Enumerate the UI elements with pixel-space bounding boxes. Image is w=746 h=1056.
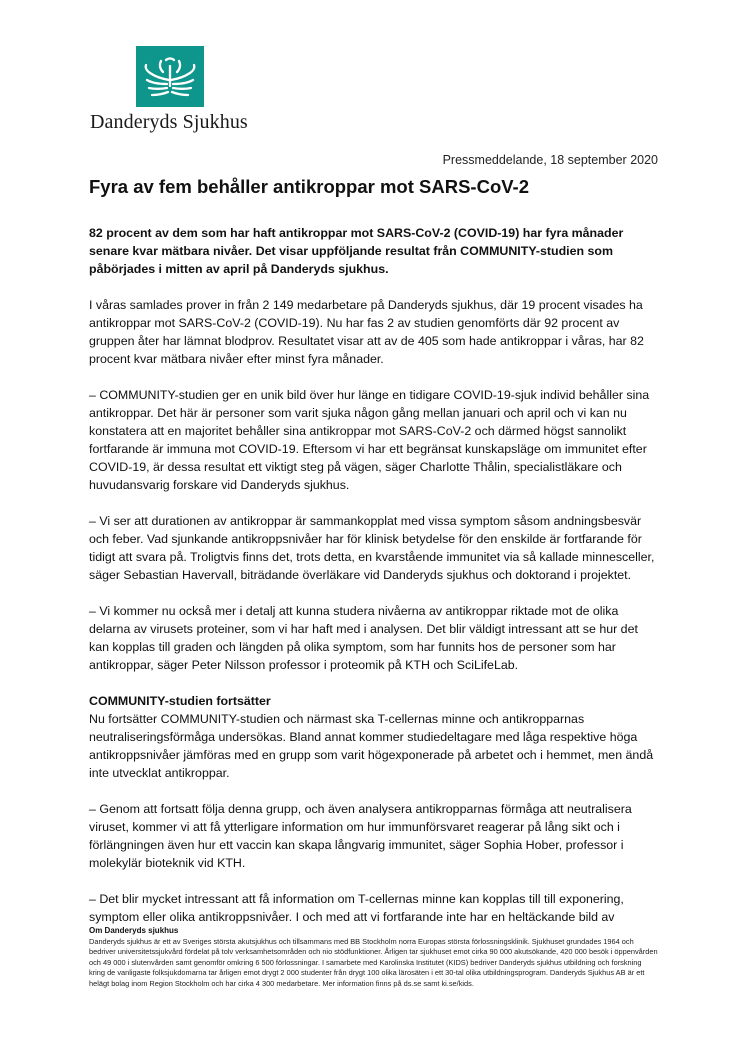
article-title: Fyra av fem behåller antikroppar mot SARS-CoV-2 xyxy=(89,176,530,197)
hospital-name: Danderyds Sjukhus xyxy=(90,111,248,133)
article-paragraph: – Vi kommer nu också mer i detalj att kunna studera nivåerna av antikroppar riktade mot de olika delarna av virusets proteiner, som vi har haft med i analysen. Det blir väldigt intressant att se hur det kan kopplas till graden och längden på olika symptom, som har funnits hos de personer som har antikroppar, säger Peter Nilsson professor i proteomik på KTH och SciLifeLab. xyxy=(89,604,638,672)
hands-logo-icon xyxy=(136,46,204,107)
article-body xyxy=(89,224,659,944)
section-heading: COMMUNITY-studien fortsätter xyxy=(89,694,271,708)
section-paragraph: Nu fortsätter COMMUNITY-studien och närmast ska T-cellernas minne och antikropparnas neutraliseringsförmåga undersökas. Bland annat kommer studiedeltagare med låga respektive höga antikroppsnivåer jämföras med en grupp som varit högexponerade på arbetet och i hemmet, men ändå inte utvecklat antikroppar. xyxy=(89,712,654,780)
press-release-date: Pressmeddelande, 18 september 2020 xyxy=(442,153,658,167)
about-text: Danderyds sjukhus är ett av Sveriges största akutsjukhus och tillsammans med BB Stockholm norra Europas största förlossningsklinik. Sjukhuset grundades 1964 och bedriver universitetssjukvård fördelat på tolv verksamhetsområden och nio stödfunktioner. Årligen tar sjukhuset emot cirka 90 000 akutsökande, 420 000 besök i öppenvården och 49 000 i slutenvården samt genomför omkring 6 500 förlossningar. I samarbete med Karolinska Institutet (KIDS) bedriver Danderyds sjukhus utbildning och forskning kring de vanligaste folksjukdomarna tar årligen emot drygt 2 000 studenter från drygt 100 olika lärosäten i ett 30-tal olika utbildningsprogram. Danderyds Sjukhus AB är ett helägt bolag inom Region Stockholm och har cirka 4 300 medarbetare. Mer information finns på ds.se samt ki.se/kids. xyxy=(89,937,658,988)
about-heading: Om Danderyds sjukhus xyxy=(89,926,179,935)
article-lead: 82 procent av dem som har haft antikroppar mot SARS-CoV-2 (COVID-19) har fyra månader senare kvar mätbara nivåer. Det visar uppföljande resultat från COMMUNITY-studien som påbörjades i mitten av april på Danderyds sjukhus. xyxy=(89,226,624,276)
article-paragraph: – COMMUNITY-studien ger en unik bild över hur länge en tidigare COVID-19-sjuk individ behåller sina antikroppar. Det här är personer som varit sjuka någon gång mellan januari och april och vi kan nu konstatera att en majoritet behåller sina antikroppar mot SARS-CoV-2 och därmed högst sannolikt fortfarande är immuna mot COVID-19. Eftersom vi har ett begränsat kunskapsläge om immunitet efter COVID-19, är dessa resultat ett viktigt steg på vägen, säger Charlotte Thålin, specialistläkare och huvudansvarig forskare vid Danderyds sjukhus. xyxy=(89,388,650,492)
section-paragraph: – Det blir mycket intressant att få information om T-cellernas minne kan kopplas till till exponering, symptom eller olika antikroppsnivåer. I och med att vi fortfarande inte har en heltäckande bild av xyxy=(89,892,624,924)
hospital-logo xyxy=(136,46,204,107)
section-paragraph: – Genom att fortsatt följa denna grupp, och även analysera antikropparnas förmåga att neutralisera viruset, kommer vi att få ytterligare information om hur immunförsvaret reagerar på lång sikt och i förlängningen även hur ett vaccin kan skapa långvarig immunitet, säger Sophia Hober, professor i molekylär bioteknik vid KTH. xyxy=(89,802,632,870)
about-section xyxy=(89,926,659,989)
article-paragraph: I våras samlades prover in från 2 149 medarbetare på Danderyds sjukhus, där 19 procent visades ha antikroppar mot SARS-CoV-2 (COVID-19). Nu har fas 2 av studien genomförts där 92 procent av gruppen åter har lämnat blodprov. Resultatet visar att av de 405 som hade antikroppar i våras, har 82 procent kvar mätbara nivåer efter minst fyra månader. xyxy=(89,298,644,366)
article-paragraph: – Vi ser att durationen av antikroppar är sammankopplat med vissa symptom såsom andningsbesvär och feber. Vad sjunkande antikroppsnivåer har för klinisk betydelse för den enskilde är fortfarande för tidigt att svara på. Troligtvis finns det, trots detta, en kvarstående immunitet via så kallade minnesceller, säger Sebastian Havervall, biträdande överläkare vid Danderyds sjukhus och doktorand i projektet. xyxy=(89,514,655,582)
